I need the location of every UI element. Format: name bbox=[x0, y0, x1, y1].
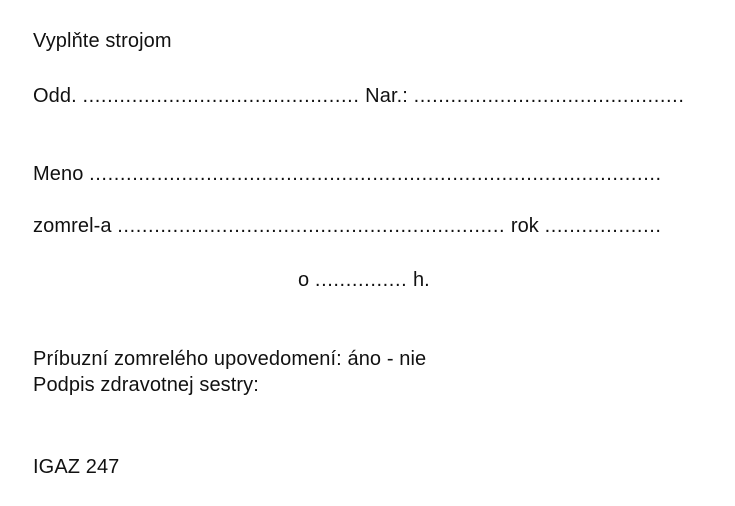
nurse-signature-label: Podpis zdravotnej sestry: bbox=[33, 374, 259, 396]
department-field[interactable]: ............................................. bbox=[82, 85, 360, 107]
nurse-signature-line bbox=[33, 373, 259, 397]
birth-label: Nar.: bbox=[365, 85, 408, 107]
department-birth-row bbox=[33, 84, 685, 108]
died-field[interactable]: ............................................................... bbox=[117, 215, 506, 237]
name-field[interactable]: ............................................................................................. bbox=[89, 163, 662, 185]
instruction-text: Vyplňte strojom bbox=[33, 30, 172, 52]
form-instruction bbox=[33, 29, 172, 53]
time-row bbox=[298, 268, 430, 292]
death-date-row bbox=[33, 214, 662, 238]
died-label: zomrel-a bbox=[33, 215, 112, 237]
year-field[interactable]: ................... bbox=[544, 215, 662, 237]
year-label: rok bbox=[510, 215, 539, 237]
time-suffix: h. bbox=[412, 269, 430, 291]
form-code bbox=[33, 455, 119, 479]
time-prefix: o bbox=[298, 269, 310, 291]
relatives-notified-line bbox=[33, 347, 426, 371]
relatives-notified-text: Príbuzní zomrelého upovedomení: áno - nie bbox=[33, 348, 427, 370]
name-label: Meno bbox=[33, 163, 84, 185]
birth-field[interactable]: ............................................ bbox=[413, 85, 685, 107]
name-row bbox=[33, 162, 662, 186]
department-label: Odd. bbox=[33, 85, 77, 107]
form-code-text: IGAZ 247 bbox=[33, 456, 120, 478]
time-field[interactable]: ............... bbox=[314, 269, 408, 291]
